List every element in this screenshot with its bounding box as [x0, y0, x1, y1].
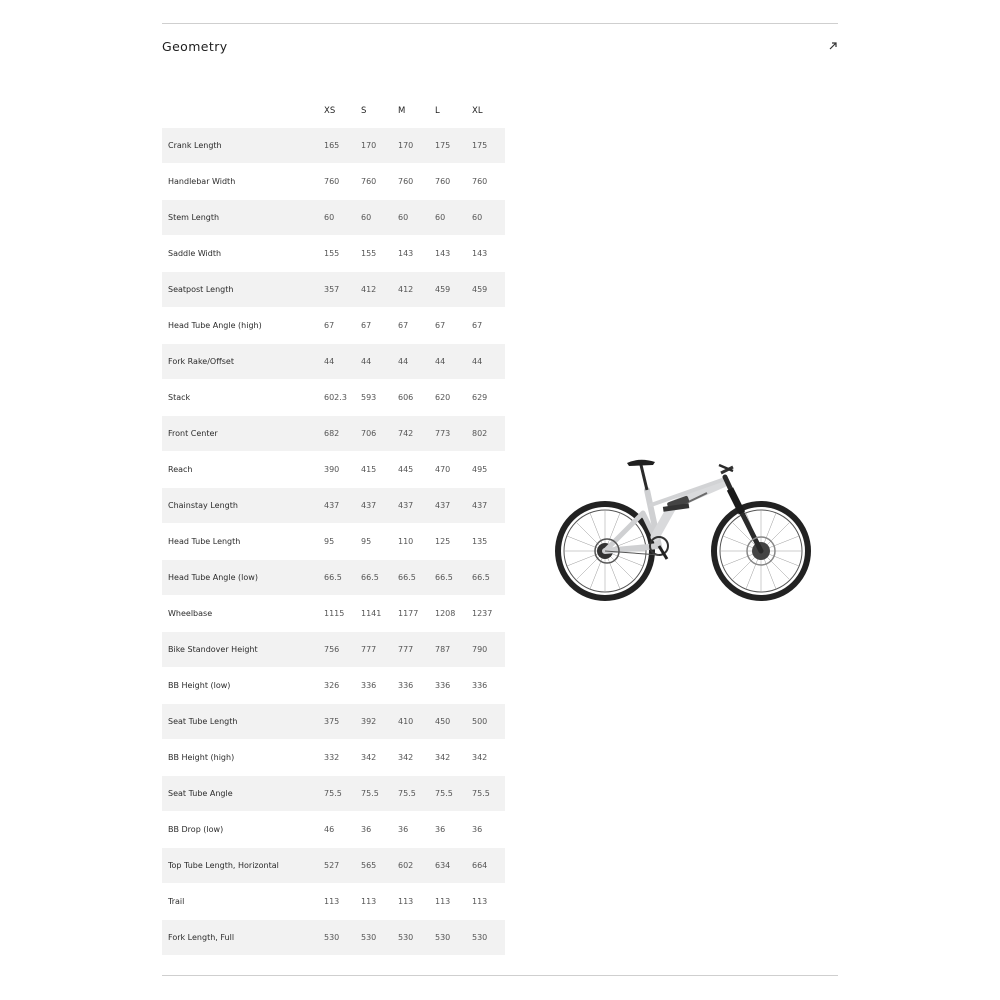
row-value: 777 — [394, 632, 431, 668]
row-value: 113 — [357, 884, 394, 920]
table-row — [162, 272, 505, 308]
row-label: Wheelbase — [162, 596, 320, 632]
table-row — [162, 308, 505, 344]
row-value: 706 — [357, 416, 394, 452]
row-value: 44 — [357, 344, 394, 380]
row-value: 410 — [394, 704, 431, 740]
size-header-xl: XL — [472, 105, 483, 116]
table-row — [162, 236, 505, 272]
geometry-accordion-header[interactable] — [162, 34, 838, 58]
row-value: 113 — [468, 884, 505, 920]
row-label: Stem Length — [162, 200, 320, 236]
row-value: 773 — [431, 416, 468, 452]
row-value: 67 — [394, 308, 431, 344]
row-value: 113 — [394, 884, 431, 920]
row-value: 66.5 — [468, 560, 505, 596]
row-value: 530 — [357, 920, 394, 956]
row-value: 155 — [357, 236, 394, 272]
row-label: Head Tube Angle (low) — [162, 560, 320, 596]
row-value: 66.5 — [357, 560, 394, 596]
row-value: 790 — [468, 632, 505, 668]
row-value: 95 — [320, 524, 357, 560]
row-value: 67 — [468, 308, 505, 344]
row-value: 113 — [320, 884, 357, 920]
row-value: 760 — [468, 164, 505, 200]
row-label: Seatpost Length — [162, 272, 320, 308]
table-row — [162, 380, 505, 416]
row-value: 620 — [431, 380, 468, 416]
row-value: 165 — [320, 128, 357, 164]
table-row — [162, 704, 505, 740]
row-label: BB Drop (low) — [162, 812, 320, 848]
row-label: Seat Tube Length — [162, 704, 320, 740]
row-value: 36 — [468, 812, 505, 848]
row-value: 390 — [320, 452, 357, 488]
row-value: 593 — [357, 380, 394, 416]
size-header-row — [162, 93, 505, 128]
row-value: 742 — [394, 416, 431, 452]
row-label: Head Tube Angle (high) — [162, 308, 320, 344]
row-label: BB Height (high) — [162, 740, 320, 776]
row-value: 437 — [468, 488, 505, 524]
row-value: 332 — [320, 740, 357, 776]
row-value: 336 — [357, 668, 394, 704]
row-value: 170 — [357, 128, 394, 164]
row-value: 75.5 — [431, 776, 468, 812]
row-value: 760 — [394, 164, 431, 200]
table-row — [162, 632, 505, 668]
row-value: 412 — [394, 272, 431, 308]
row-value: 530 — [320, 920, 357, 956]
bike-image — [555, 455, 813, 603]
row-value: 1237 — [468, 596, 505, 632]
row-value: 760 — [320, 164, 357, 200]
row-value: 66.5 — [394, 560, 431, 596]
size-header-l: L — [435, 105, 440, 116]
row-value: 634 — [431, 848, 468, 884]
row-value: 75.5 — [468, 776, 505, 812]
row-value: 415 — [357, 452, 394, 488]
row-value: 113 — [431, 884, 468, 920]
row-value: 170 — [394, 128, 431, 164]
row-value: 135 — [468, 524, 505, 560]
row-value: 342 — [431, 740, 468, 776]
size-header-xs: XS — [324, 105, 336, 116]
section-divider-top — [162, 23, 838, 24]
table-row — [162, 164, 505, 200]
row-label: Stack — [162, 380, 320, 416]
row-value: 44 — [320, 344, 357, 380]
row-label: Saddle Width — [162, 236, 320, 272]
table-row — [162, 812, 505, 848]
row-value: 125 — [431, 524, 468, 560]
row-value: 664 — [468, 848, 505, 884]
row-value: 175 — [431, 128, 468, 164]
row-value: 336 — [394, 668, 431, 704]
row-value: 629 — [468, 380, 505, 416]
row-value: 60 — [320, 200, 357, 236]
row-value: 602 — [394, 848, 431, 884]
row-value: 336 — [468, 668, 505, 704]
row-value: 155 — [320, 236, 357, 272]
table-row — [162, 488, 505, 524]
row-value: 66.5 — [431, 560, 468, 596]
row-value: 1141 — [357, 596, 394, 632]
row-label: Trail — [162, 884, 320, 920]
row-value: 787 — [431, 632, 468, 668]
collapse-arrow-icon[interactable] — [828, 41, 838, 51]
row-value: 60 — [357, 200, 394, 236]
row-value: 143 — [394, 236, 431, 272]
row-value: 777 — [357, 632, 394, 668]
row-value: 606 — [394, 380, 431, 416]
row-value: 75.5 — [320, 776, 357, 812]
row-value: 326 — [320, 668, 357, 704]
row-value: 756 — [320, 632, 357, 668]
row-value: 565 — [357, 848, 394, 884]
row-value: 36 — [431, 812, 468, 848]
row-value: 530 — [468, 920, 505, 956]
row-value: 67 — [320, 308, 357, 344]
size-header-s: S — [361, 105, 367, 116]
size-header-m: M — [398, 105, 406, 116]
table-row — [162, 560, 505, 596]
row-label: Fork Rake/Offset — [162, 344, 320, 380]
row-label: BB Height (low) — [162, 668, 320, 704]
row-value: 66.5 — [320, 560, 357, 596]
geometry-table — [162, 93, 505, 956]
row-value: 75.5 — [394, 776, 431, 812]
row-value: 110 — [394, 524, 431, 560]
row-value: 437 — [431, 488, 468, 524]
table-row — [162, 776, 505, 812]
row-value: 802 — [468, 416, 505, 452]
table-row — [162, 416, 505, 452]
row-value: 760 — [431, 164, 468, 200]
row-value: 445 — [394, 452, 431, 488]
table-row — [162, 740, 505, 776]
row-label: Handlebar Width — [162, 164, 320, 200]
row-value: 437 — [357, 488, 394, 524]
row-value: 36 — [394, 812, 431, 848]
row-value: 602.3 — [320, 380, 357, 416]
row-value: 75.5 — [357, 776, 394, 812]
row-value: 1208 — [431, 596, 468, 632]
table-row — [162, 200, 505, 236]
row-label: Top Tube Length, Horizontal — [162, 848, 320, 884]
table-row — [162, 668, 505, 704]
row-value: 67 — [357, 308, 394, 344]
row-value: 760 — [357, 164, 394, 200]
row-value: 392 — [357, 704, 394, 740]
row-value: 527 — [320, 848, 357, 884]
row-value: 44 — [468, 344, 505, 380]
row-value: 44 — [431, 344, 468, 380]
row-value: 450 — [431, 704, 468, 740]
row-value: 375 — [320, 704, 357, 740]
row-value: 437 — [394, 488, 431, 524]
row-label: Reach — [162, 452, 320, 488]
row-value: 1177 — [394, 596, 431, 632]
table-row — [162, 848, 505, 884]
row-value: 500 — [468, 704, 505, 740]
row-value: 437 — [320, 488, 357, 524]
row-value: 143 — [468, 236, 505, 272]
table-row — [162, 596, 505, 632]
row-value: 175 — [468, 128, 505, 164]
section-title: Geometry — [162, 38, 228, 54]
table-row — [162, 128, 505, 164]
row-value: 46 — [320, 812, 357, 848]
row-label: Front Center — [162, 416, 320, 452]
table-row — [162, 344, 505, 380]
row-label: Head Tube Length — [162, 524, 320, 560]
row-value: 60 — [468, 200, 505, 236]
row-value: 60 — [394, 200, 431, 236]
row-value: 342 — [357, 740, 394, 776]
row-value: 342 — [468, 740, 505, 776]
row-value: 530 — [431, 920, 468, 956]
row-value: 143 — [431, 236, 468, 272]
row-label: Seat Tube Angle — [162, 776, 320, 812]
row-value: 530 — [394, 920, 431, 956]
row-value: 342 — [394, 740, 431, 776]
row-value: 95 — [357, 524, 394, 560]
row-value: 1115 — [320, 596, 357, 632]
row-value: 44 — [394, 344, 431, 380]
row-value: 682 — [320, 416, 357, 452]
row-label: Crank Length — [162, 128, 320, 164]
table-row — [162, 884, 505, 920]
row-value: 459 — [431, 272, 468, 308]
row-label: Chainstay Length — [162, 488, 320, 524]
header-spacer — [162, 93, 320, 128]
row-value: 357 — [320, 272, 357, 308]
row-value: 470 — [431, 452, 468, 488]
row-value: 495 — [468, 452, 505, 488]
table-row — [162, 920, 505, 956]
row-value: 412 — [357, 272, 394, 308]
row-value: 459 — [468, 272, 505, 308]
row-value: 36 — [357, 812, 394, 848]
table-row — [162, 452, 505, 488]
row-value: 336 — [431, 668, 468, 704]
row-value: 60 — [431, 200, 468, 236]
row-value: 67 — [431, 308, 468, 344]
section-divider-bottom — [162, 975, 838, 976]
row-label: Bike Standover Height — [162, 632, 320, 668]
row-label: Fork Length, Full — [162, 920, 320, 956]
table-row — [162, 524, 505, 560]
